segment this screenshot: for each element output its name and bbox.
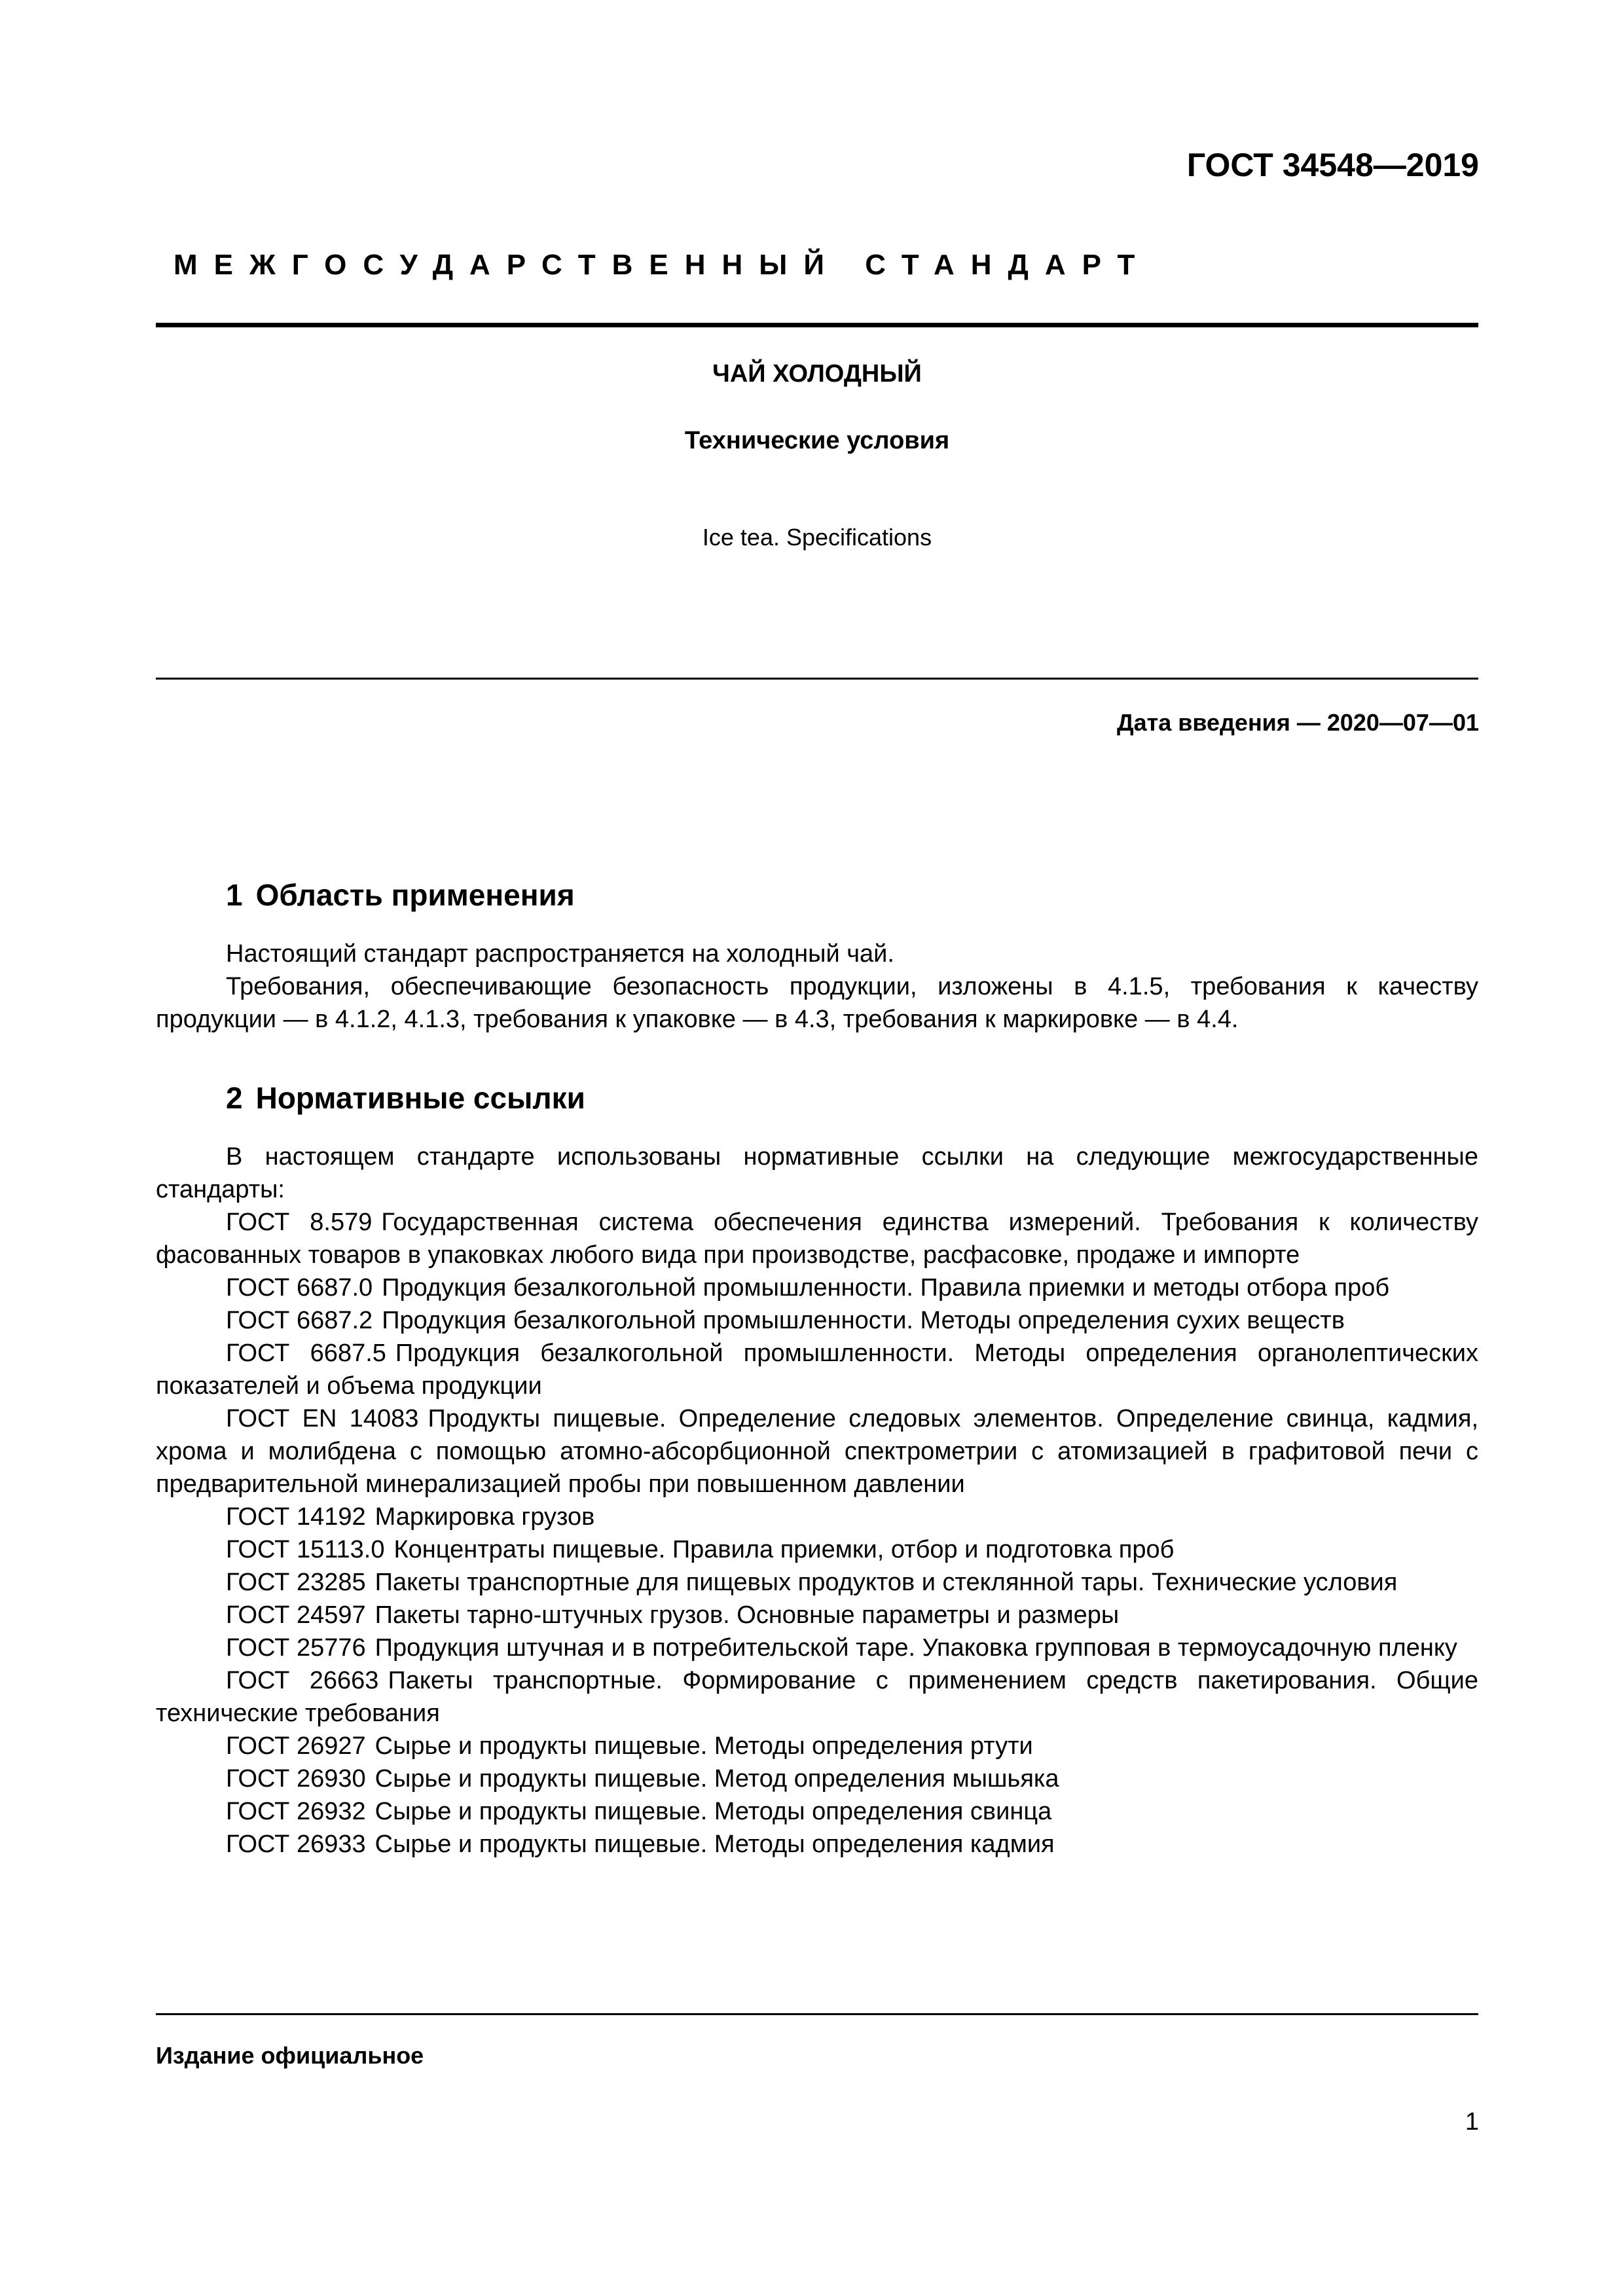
reference-item — [156, 1304, 1478, 1337]
reference-code: ГОСТ 26932 — [226, 1798, 366, 1825]
document-subtitle: Технические условия — [684, 427, 950, 454]
reference-code: ГОСТ 6687.0 — [226, 1274, 373, 1302]
reference-item — [156, 1730, 1478, 1762]
reference-code: ГОСТ 6687.2 — [226, 1307, 373, 1334]
reference-item — [156, 1501, 1478, 1533]
reference-title: Пакеты тарно-штучных грузов. Основные параметры и размеры — [374, 1601, 1120, 1629]
reference-code: ГОСТ 23285 — [226, 1569, 366, 1596]
section-2-intro: В настоящем стандарте использованы нормативные ссылки на следующие межгосударственные стандарты: — [156, 1143, 1478, 1203]
reference-title: Концентраты пищевые. Правила приемки, отбор и подготовка проб — [393, 1536, 1175, 1563]
reference-item — [156, 1664, 1478, 1730]
section-1-body — [156, 938, 1478, 1036]
section-1-paragraph: Требования, обеспечивающие безопасность продукции, изложены в 4.1.5, требования к качеству продукции — в 4.1.2, 4.1.3, требования к упаковке — в 4.3, требования к маркировке — в 4.4. — [156, 973, 1478, 1033]
reference-item — [156, 1762, 1478, 1795]
footer-divider — [156, 2013, 1478, 2015]
reference-item — [156, 1828, 1478, 1861]
reference-code: ГОСТ 14192 — [226, 1503, 366, 1531]
reference-title: Продукция безалкогольной промышленности. Правила приемки и методы отбора проб — [382, 1274, 1390, 1302]
page-number: 1 — [1465, 2108, 1479, 2136]
reference-item — [156, 1795, 1478, 1828]
standard-type-banner: МЕЖГОСУДАРСТВЕННЫЙ СТАНДАРТ — [173, 249, 1152, 281]
reference-code: ГОСТ 26933 — [226, 1831, 366, 1858]
reference-code: ГОСТ 25776 — [226, 1634, 366, 1662]
section-2-body — [156, 1140, 1478, 1861]
reference-title: Сырье и продукты пищевые. Метод определения мышьяка — [374, 1765, 1059, 1793]
reference-item — [156, 1533, 1478, 1566]
section-1-title: Область применения — [255, 878, 575, 912]
reference-title: Пакеты транспортные для пищевых продуктов и стеклянной тары. Технические условия — [374, 1569, 1398, 1596]
reference-title: Продукты пищевые. Определение следовых элементов. Определение свинца, кадмия, хрома и молибдена с помощью атомно-абсорбционной спектрометрии с атомизацией в графитовой печи с предварительной минерализацией пробы при повышенном давлении — [156, 1405, 1479, 1498]
reference-code: ГОСТ 26930 — [226, 1765, 366, 1793]
reference-item — [156, 1566, 1478, 1599]
section-2-title: Нормативные ссылки — [255, 1081, 585, 1115]
reference-title: Сырье и продукты пищевые. Методы определения свинца — [374, 1798, 1052, 1825]
section-2-number: 2 — [226, 1081, 243, 1115]
reference-code: ГОСТ 26663 — [226, 1667, 379, 1694]
header-divider — [156, 323, 1478, 327]
reference-item — [156, 1337, 1478, 1402]
standard-id: ГОСТ 34548—2019 — [1186, 147, 1479, 183]
reference-title: Сырье и продукты пищевые. Методы определения ртути — [374, 1732, 1033, 1760]
introduction-date: Дата введения — 2020—07—01 — [1116, 709, 1479, 736]
reference-title: Сырье и продукты пищевые. Методы определения кадмия — [374, 1831, 1055, 1858]
reference-title: Государственная система обеспечения единства измерений. Требования к количеству фасованных товаров в упаковках любого вида при производстве, расфасовке, продаже и импорте — [156, 1209, 1478, 1269]
document-title: ЧАЙ ХОЛОДНЫЙ — [712, 360, 922, 388]
reference-code: ГОСТ 6687.5 — [226, 1339, 386, 1367]
reference-code: ГОСТ 8.579 — [226, 1209, 373, 1236]
reference-code: ГОСТ 24597 — [226, 1601, 366, 1629]
reference-item — [156, 1271, 1478, 1304]
reference-code: ГОСТ 15113.0 — [226, 1536, 385, 1563]
reference-title: Продукция безалкогольной промышленности. Методы определения сухих веществ — [382, 1307, 1345, 1334]
section-1-paragraph: Настоящий стандарт распространяется на холодный чай. — [226, 940, 894, 968]
reference-code: ГОСТ 26927 — [226, 1732, 366, 1760]
reference-code: ГОСТ EN 14083 — [226, 1405, 419, 1432]
reference-item — [156, 1402, 1478, 1501]
reference-item — [156, 1206, 1478, 1271]
section-1-heading — [226, 877, 575, 913]
document-title-english: Ice tea. Specifications — [702, 524, 932, 551]
official-edition-label: Издание официальное — [156, 2042, 424, 2069]
reference-item — [156, 1599, 1478, 1631]
reference-title: Пакеты транспортные. Формирование с применением средств пакетирования. Общие технические требования — [156, 1667, 1478, 1727]
reference-item — [156, 1631, 1478, 1664]
section-1-number: 1 — [226, 878, 243, 912]
section-2-heading — [226, 1080, 585, 1116]
title-divider — [156, 678, 1478, 680]
reference-title: Маркировка грузов — [374, 1503, 595, 1531]
reference-list — [156, 1206, 1478, 1861]
reference-title: Продукция штучная и в потребительской таре. Упаковка групповая в термоусадочную пленку — [374, 1634, 1457, 1662]
reference-title: Продукция безалкогольной промышленности. Методы определения органолептических показателей и объема продукции — [156, 1339, 1478, 1400]
